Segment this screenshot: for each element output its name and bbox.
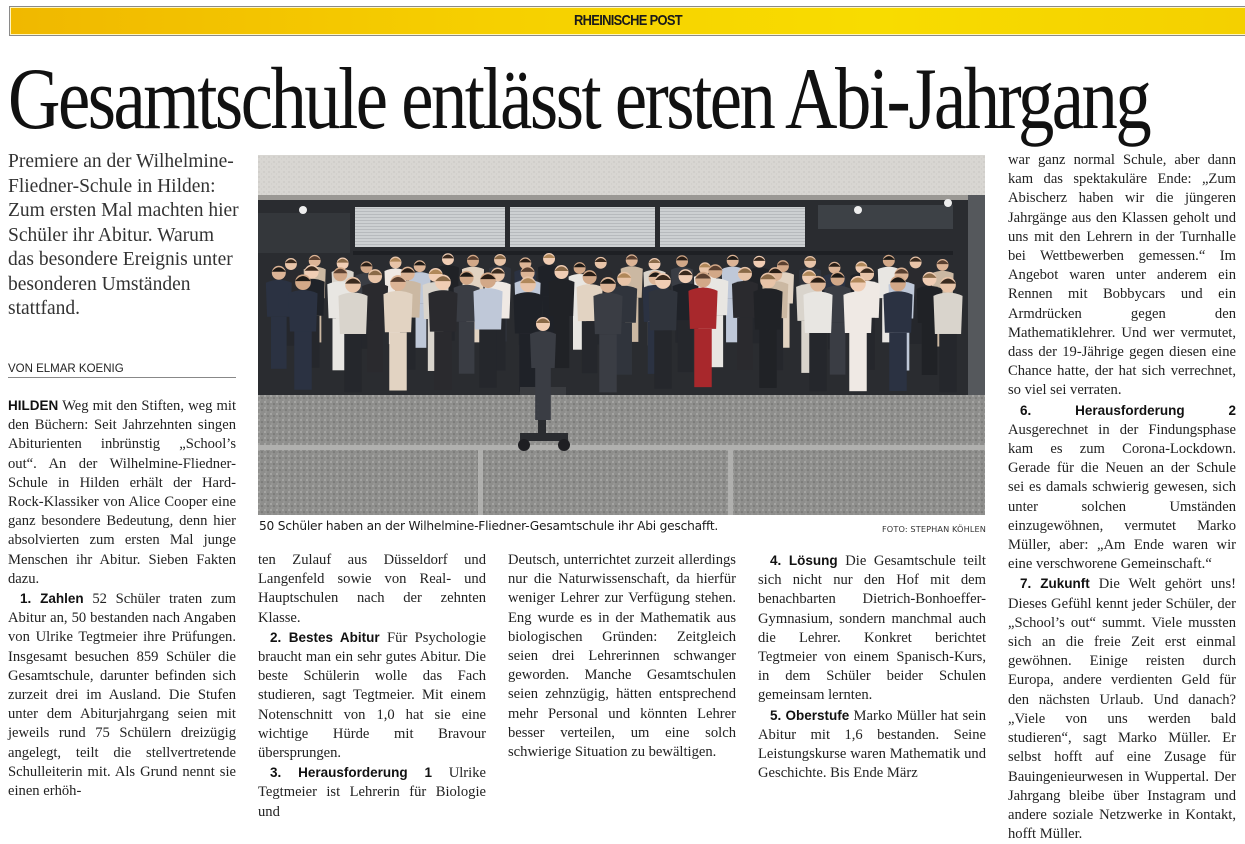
publication-name: RHEINISCHE POST	[574, 12, 682, 29]
group-photo-image	[258, 155, 985, 515]
column-3	[508, 551, 736, 762]
column-2	[258, 551, 486, 822]
facade	[258, 155, 985, 200]
masthead-bar	[9, 6, 1245, 36]
fact-5-continued: war ganz normal Schule, aber dann kam das spektakuläre Ende: „Zum Abischerz haben wir die jüngeren Jahrgänge aus den Klassen geholt und uns mit den Lehrern in der Turnhalle bei Wettbewerben gemessen.“ Im Angebot waren unter anderem ein Rennen mit Bobbycars und ein Armdrücken gegen den Mathematiklehrer. Und wer vermutet, dass der 19-Jährige gegen diesen eine Chance hatte, der hat sich verrechnet, so viel sei verraten.	[1008, 152, 1236, 399]
group-photo	[258, 155, 985, 515]
article-lede: Premiere an der Wilhelmine-Fliedner-Schule in Hilden: Zum ersten Mal machten hier Schüler ihr Abitur. Warum das besondere Ereignis unter besonderen Umständen stattfand.	[8, 151, 239, 319]
fact-3-title: 3. Herausforderung 1	[270, 765, 432, 781]
fact-4-text: Die Gesamtschule teilt sich nicht nur den Hof mit dem benachbarten Dietrich-Bonhoeffer-Gymnasium, sondern manchmal auch die Lehrer. Konkret berichtet Tegtmeier von einem Spanisch-Kurs, in dem Schüler beider Schulen gemeinsam lernten.	[758, 553, 986, 704]
dateline: HILDEN	[8, 398, 59, 413]
fact-1-continued: ten Zulauf aus Düsseldorf und Langenfeld sowie von Real- und Hauptschulen nach der zehnten Klasse.	[258, 552, 486, 626]
fact-2-text: Für Psychologie braucht man ein sehr gutes Abitur. Die beste Schülerin wolle das Fach studieren, sagt Tegtmeier. Mit einem Notenschnitt von 1,0 hat sie eine wichtige Hürde mit Bravour übersprungen.	[258, 629, 487, 762]
fact-2-title: 2. Bestes Abitur	[270, 629, 380, 645]
intro-text: Weg mit den Stiften, weg mit den Büchern: Seit Jahrzehnten singen Abiturienten inbrünstig „School’s out“. An der Wilhelmine-Fliedner-Schule in Hilden erhält der Hard-Rock-Klassiker von Alice Cooper eine ganz besondere Bedeutung, denn hier absolvierten zum ersten Mal junge Menschen ihr Abitur. Sieben Fakten dazu.	[8, 398, 236, 587]
fact-1-title: 1. Zahlen	[20, 591, 84, 607]
photo-caption: 50 Schüler haben an der Wilhelmine-Fliedner-Gesamtschule ihr Abi geschafft.	[259, 519, 719, 533]
fact-5-title: 5. Oberstufe	[770, 707, 850, 723]
fact-1-text: 52 Schüler traten zum Abitur an, 50 bestanden nach Angaben von Ulrike Tegtmeier ihre Prüfungen. Insgesamt besuchen 859 Schüler die Gesamtschule, darunter befinden sich zurzeit drei im Ausland. Die Stufen unter dem Abiturjahrgang seien mit jeweils rund 75 Schülern dreizügig angelegt, teilt die stellvertretende Schulleiterin mit. Als Grund nennt sie einen erhöh-	[8, 591, 237, 800]
column-5	[1008, 151, 1236, 844]
photo-credit: FOTO: STEPHAN KÖHLEN	[882, 524, 986, 534]
fact-3-continued: Deutsch, unterrichtet zurzeit allerdings nur die Naturwissenschaft, da hierfür weniger Lehrer zur Verfügung stehen. Eng wurde es in der Mathematik aus biologischen Gründen: Zeitgleich seien drei Lehrerinnen schwanger geworden. Manche Gesamtschulen seien zehnzügig, hätten entsprechend mehr Personal und könnten Lehrer besser verteilen, um eine solch schwierige Situation zu bewältigen.	[508, 552, 736, 761]
fact-6-text: Ausgerechnet in der Findungsphase kam es zum Corona-Lockdown. Gerade für die Neuen an der Schule sei es damals schwierig gewesen, sich unter solchen Umständen einzugewöhnen, vermutet Marko Müller, aber: „Am Ende waren wir eine verschworene Gemeinschaft.“	[1008, 421, 1236, 573]
fact-7-text: Die Welt gehört uns! Dieses Gefühl kennt jeder Schüler, der „School’s out“ summt. Viele mussten sich an die freie Zeit erst einmal gewöhnen. Einige reisten durch Europa, andere verdienten Geld für den nächsten Urlaub. Und danach? „Viele von uns werden bald studieren“, sagt Marko Müller. Er selbst hofft auf eine Zusage für Bauingenieurwesen in Wuppertal. Der Jahrgang bleibe über Instagram und andere soziale Netzwerke in Kontakt, hofft Müller.	[1008, 576, 1236, 843]
column-1	[8, 396, 236, 801]
fact-7-title: 7. Zukunft	[1020, 576, 1090, 592]
fact-3-text: Ulrike Tegtmeier ist Lehrerin für Biologie und	[258, 765, 486, 820]
headline: Gesamtschule entlässt ersten Abi-Jahrgang	[8, 51, 1150, 148]
column-4	[758, 551, 986, 783]
byline: VON ELMAR KOENIG	[8, 363, 236, 378]
fact-4-title: 4. Lösung	[770, 553, 838, 568]
courtyard	[258, 395, 985, 515]
fact-5-text: Marko Müller hat sein Abitur mit 1,6 bestanden. Seine Leistungskurse waren Mathematik und Geschichte. Bis Ende März	[758, 707, 986, 782]
fact-6-title: 6. Herausforderung 2	[1020, 402, 1236, 418]
